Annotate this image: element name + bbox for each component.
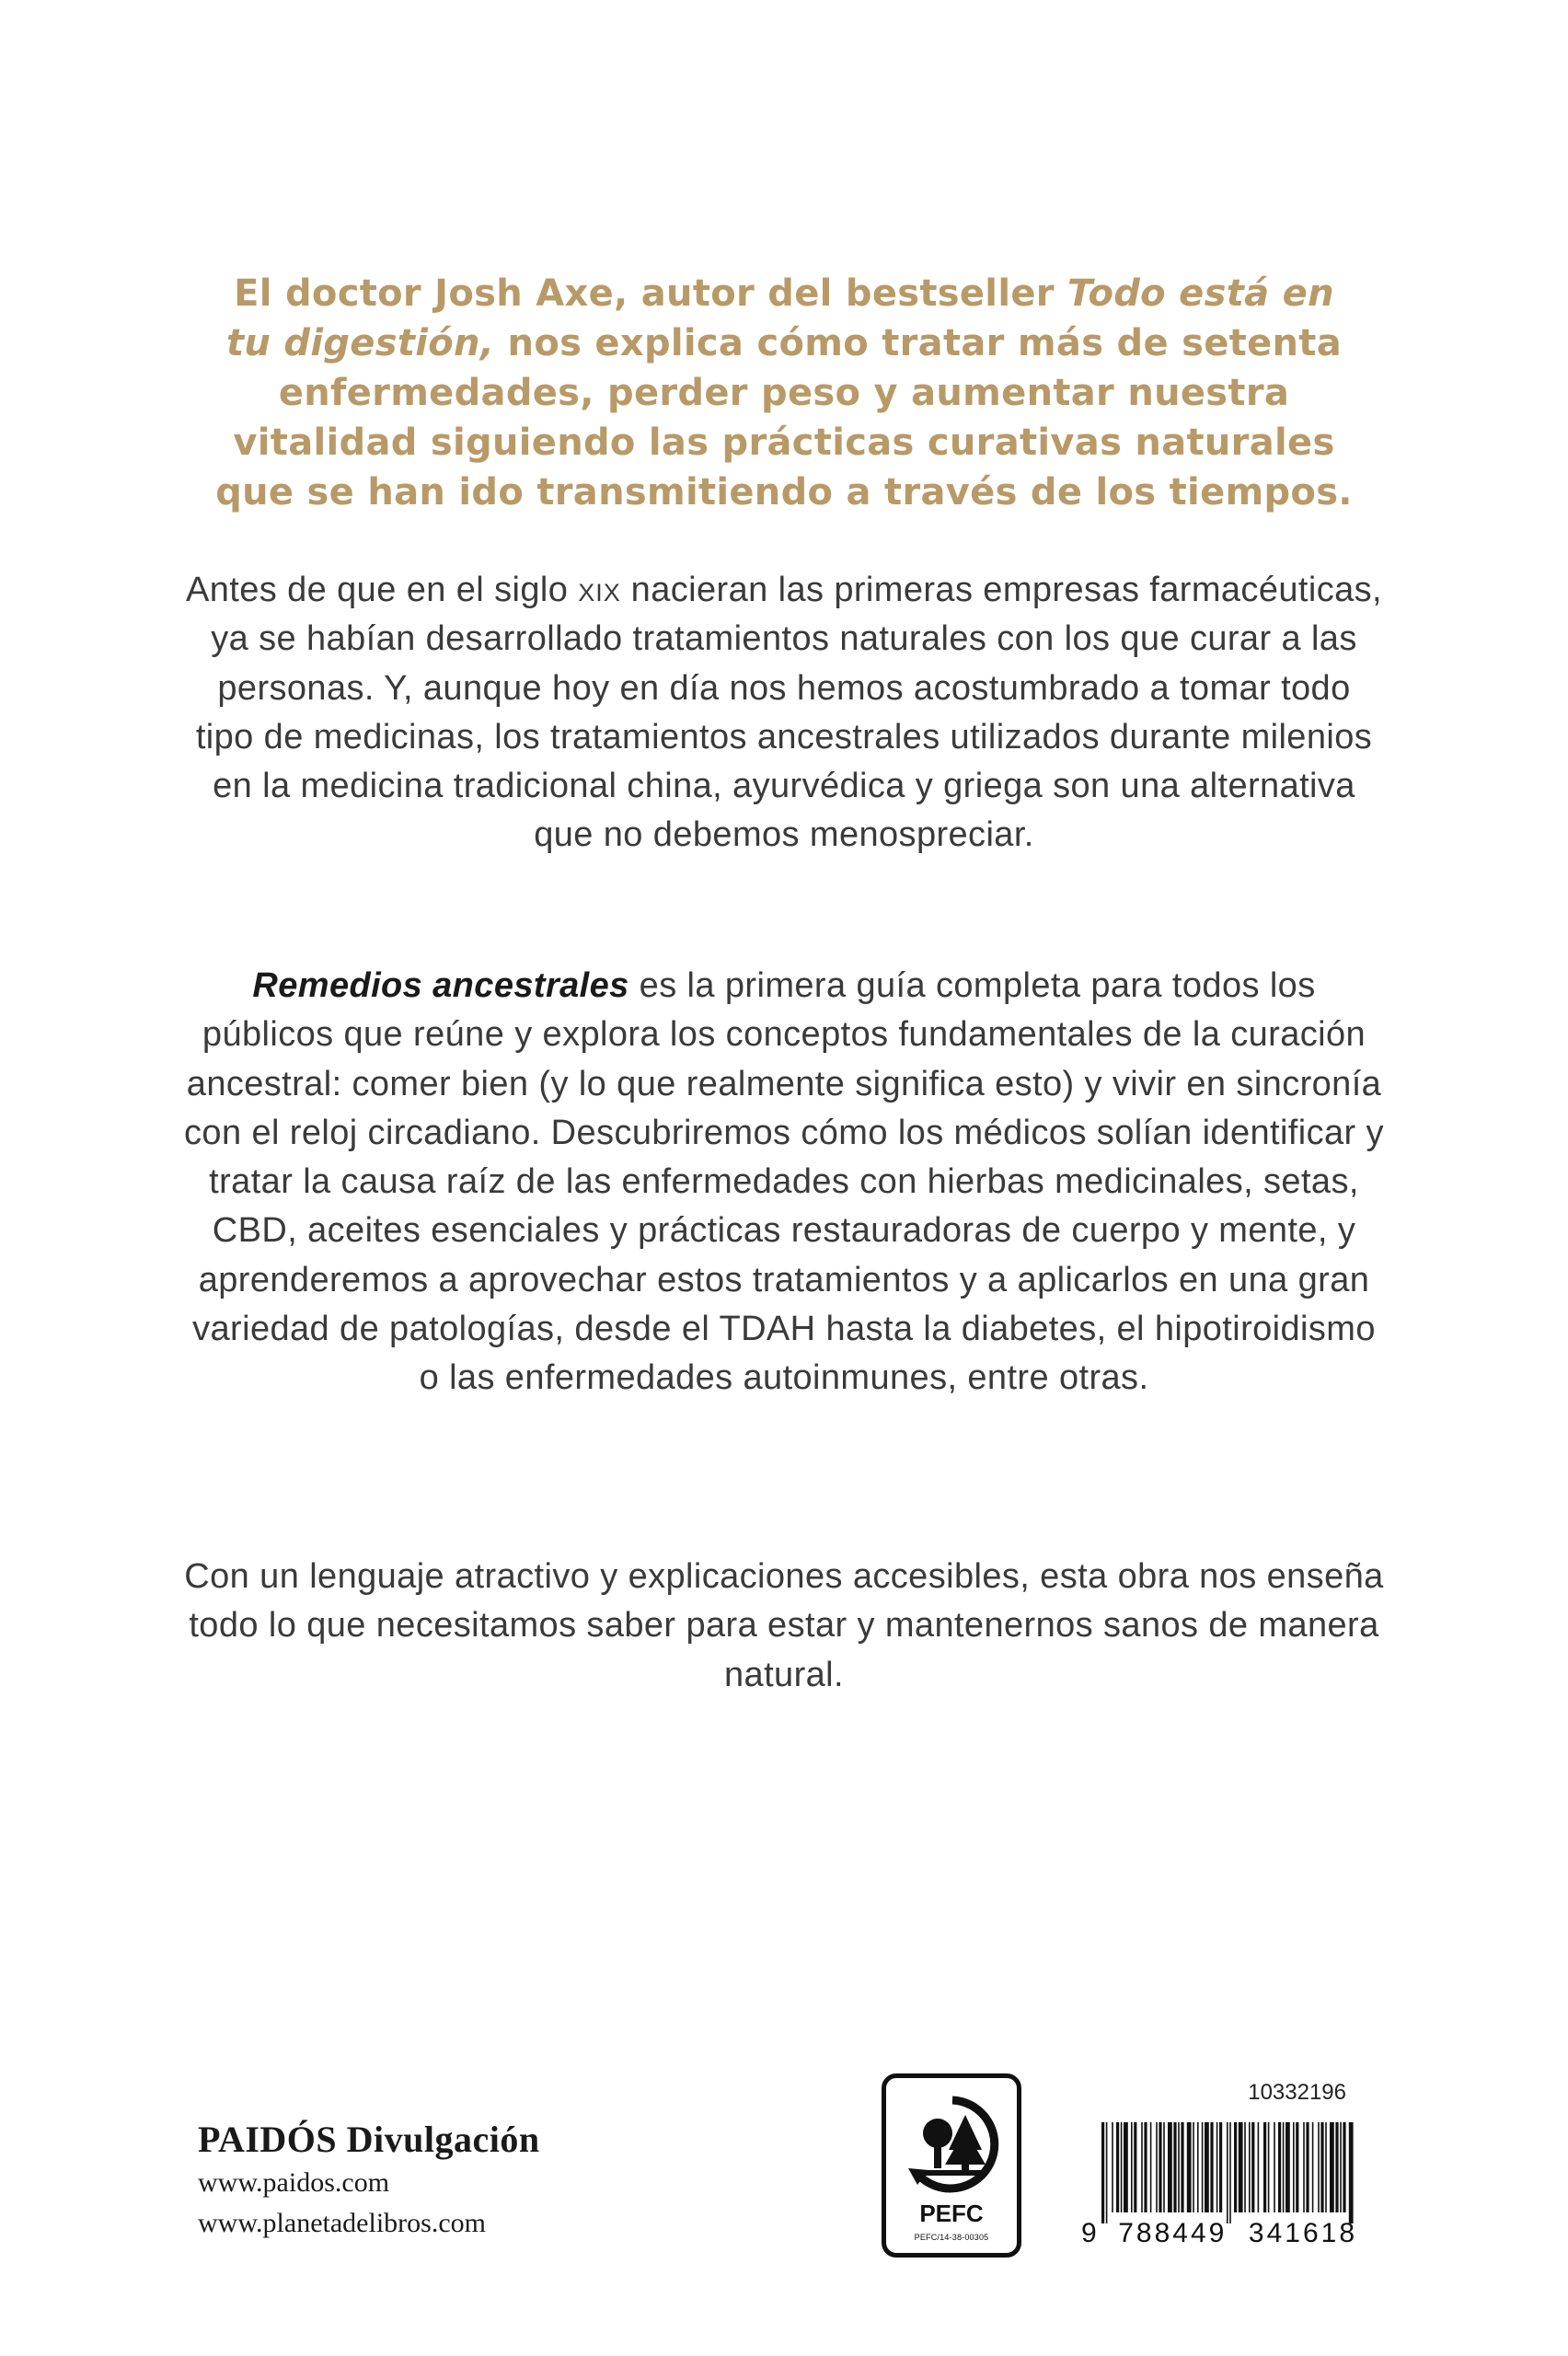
barcode-bar (1239, 2122, 1243, 2212)
barcode-bar (1178, 2122, 1180, 2212)
pefc-tree-logo-icon (901, 2095, 1004, 2194)
barcode-bar (1268, 2122, 1270, 2212)
barcode-bar (1234, 2122, 1237, 2212)
barcode-bar (1286, 2122, 1290, 2212)
barcode-bar (1101, 2122, 1104, 2223)
barcode-block (1081, 2080, 1357, 2264)
barcode-bar (1229, 2122, 1231, 2223)
barcode-bar (1163, 2122, 1165, 2212)
isbn-digits (1081, 2218, 1357, 2249)
barcode-bar (1249, 2122, 1251, 2212)
barcode-bar (1181, 2122, 1183, 2212)
barcode-bar (1144, 2122, 1147, 2212)
barcode-bar (1244, 2122, 1246, 2212)
barcode-bar (1121, 2122, 1123, 2212)
barcode-bar (1330, 2122, 1334, 2212)
barcode-bar (1306, 2122, 1309, 2212)
barcode-icon (1081, 2122, 1357, 2223)
barcode-bar (1219, 2122, 1222, 2212)
barcode-bar (1320, 2122, 1323, 2212)
isbn-group-left: 788449 (1118, 2218, 1228, 2248)
barcode-bar (1205, 2122, 1209, 2212)
lead-book-title: Todo está en tu digestión, (225, 272, 1334, 364)
pefc-certification-badge (882, 2073, 1021, 2258)
p3-text: Con un lenguaje atractivo y explicaciones accesibles, esta obra nos enseña todo lo que necesitamos saber para estar y mantenernos sanos de manera natural. (184, 1557, 1384, 1694)
body-paragraph-book (184, 962, 1384, 1403)
barcode-bar (1141, 2122, 1143, 2212)
barcode-bar (1303, 2122, 1305, 2212)
p1-text-before: Antes de que en el siglo (186, 571, 579, 609)
p2-text: es la primera guía completa para todos los públicos que reúne y explora los conceptos fundamentales de la curación ancestral: comer bien (y lo que realmente significa esto) y vivir en sincronía con el reloj circadiano. Descubriremos cómo los médicos solían identificar y tratar la causa raíz de las enfermedades con hierbas medicinales, setas, CBD, aceites esenciales y prácticas restauradoras de cuerpo y mente, y aprenderemos a aprovechar estos tratamientos y a aplicarlos en una gran variedad de patologías, desde el TDAH hasta la diabetes, el hipotiroidismo o las enfermedades autoinmunes, entre otras. (184, 966, 1384, 1398)
barcode-bar (1274, 2122, 1275, 2212)
product-code: 10332196 (1248, 2080, 1346, 2105)
barcode-bar (1335, 2122, 1338, 2212)
barcode-bar (1134, 2122, 1136, 2212)
barcode-bar (1112, 2122, 1113, 2212)
barcode-bar (1159, 2122, 1161, 2212)
pefc-label: PEFC (919, 2200, 984, 2227)
barcode-bar (1150, 2122, 1152, 2212)
barcode-bar (1343, 2122, 1345, 2212)
book-title-remedios: Remedios ancestrales (252, 966, 629, 1005)
barcode-bar (1251, 2122, 1254, 2212)
barcode-bar (1173, 2122, 1176, 2212)
publisher-url-planeta: www.planetadelibros.com (198, 2208, 486, 2238)
barcode-bar (1187, 2122, 1192, 2212)
barcode-bar (1293, 2122, 1295, 2212)
barcode-bar (1318, 2122, 1320, 2212)
isbn-first-digit: 9 (1081, 2218, 1097, 2248)
barcode-bar (1168, 2122, 1172, 2212)
barcode-bar (1202, 2122, 1204, 2212)
barcode-bar (1227, 2122, 1228, 2223)
barcode-bar (1340, 2122, 1342, 2212)
barcode-bar (1216, 2122, 1218, 2212)
barcode-bar (1156, 2122, 1158, 2212)
barcode-bar (1278, 2122, 1281, 2212)
barcode-bar (1283, 2122, 1285, 2212)
p1-text-after: nacieran las primeras empresas farmacéuticas, ya se habían desarrollado tratamientos naturales con los que curar a las personas. Y, aunque hoy en día nos hemos acostumbrado a tomar todo tipo de medicinas, los tratamientos ancestrales utilizados durante milenios en la medicina tradicional china, ayurvédica y griega son una alternativa que no debemos menospreciar. (195, 571, 1382, 855)
barcode-bar (1116, 2122, 1119, 2212)
barcode-bar (1258, 2122, 1260, 2212)
publisher-imprint (198, 2117, 540, 2244)
lead-text-part1: El doctor Josh Axe, autor del bestseller (234, 272, 1068, 315)
barcode-bar (1210, 2122, 1213, 2212)
barcode-bar (1106, 2122, 1108, 2223)
body-paragraph-closing (184, 1553, 1384, 1700)
barcode-bar (1312, 2122, 1314, 2212)
barcode-bar (1263, 2122, 1266, 2212)
lead-text-part2: nos explica cómo tratar más de setenta enfermedades, perder peso y aumentar nuestra vitalidad siguiendo las prácticas curativas naturales que se han ido transmitiendo a través de los tiempos. (215, 322, 1353, 514)
isbn-group-right: 341618 (1248, 2218, 1357, 2248)
century-numeral: xix (578, 571, 621, 609)
barcode-bar (1349, 2122, 1354, 2223)
lead-paragraph (212, 269, 1356, 517)
barcode-bar (1197, 2122, 1199, 2212)
barcode-bar (1124, 2122, 1128, 2212)
barcode-bar (1193, 2122, 1194, 2212)
barcode-bar (1325, 2122, 1327, 2212)
barcode-bar (1131, 2122, 1133, 2212)
publisher-brand: PAIDÓS Divulgación (198, 2119, 540, 2160)
publisher-url-paidos: www.paidos.com (198, 2167, 390, 2198)
pefc-code: PEFC/14-38-00305 (914, 2233, 989, 2242)
barcode-bar (1296, 2122, 1298, 2212)
body-paragraph-history (184, 566, 1384, 860)
